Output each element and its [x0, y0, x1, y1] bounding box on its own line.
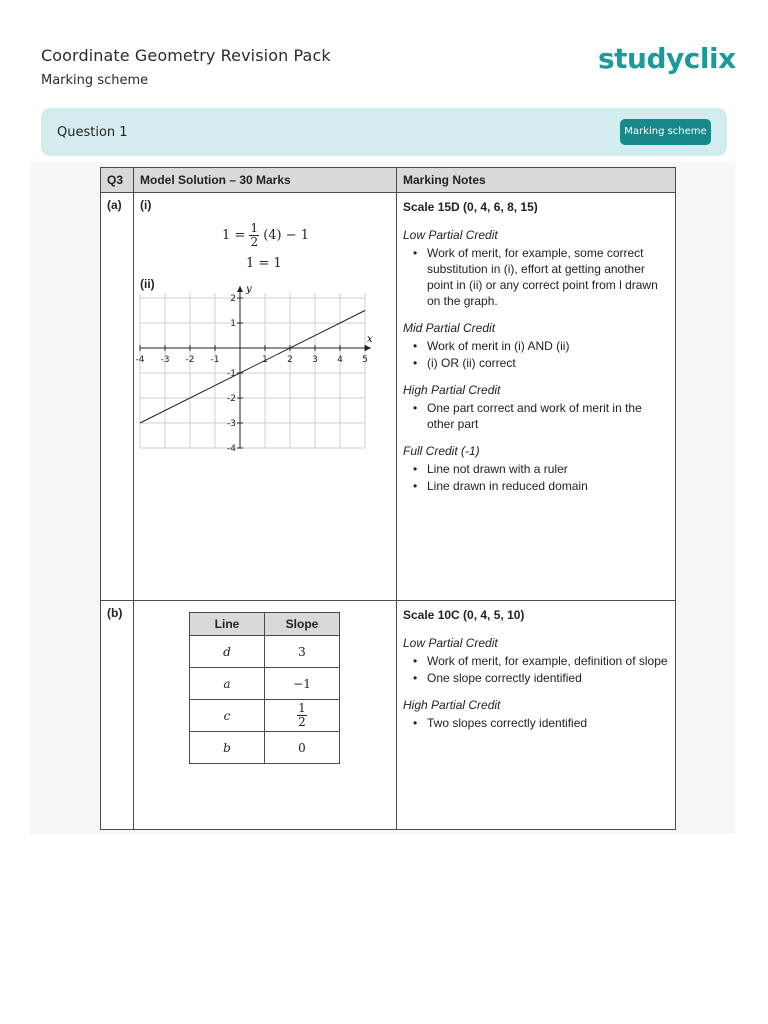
table-row-part-a	[101, 193, 676, 601]
studyclix-logo[interactable]: studyclix	[598, 42, 736, 75]
part-a-label: (a)	[101, 193, 134, 601]
y-tick-label: -2	[227, 394, 236, 404]
graph-series	[140, 311, 365, 424]
header-q: Q3	[101, 168, 134, 193]
slope-fraction	[297, 702, 307, 729]
slope-header-slope: Slope	[265, 613, 340, 636]
x-tick-label: 5	[362, 355, 368, 365]
marking-scheme-table	[100, 167, 676, 830]
eq-frac-den: 2	[250, 235, 259, 249]
part-b-solution	[134, 601, 397, 830]
table-header-row	[101, 168, 676, 193]
y-tick-label: -3	[227, 419, 236, 429]
part-a-full-heading: Full Credit (-1)	[403, 444, 480, 458]
graph-grid	[140, 293, 365, 448]
sub-ii-label: (ii)	[140, 277, 155, 291]
slope-value-cell: 0	[265, 732, 340, 764]
part-b-label: (b)	[101, 601, 134, 830]
equation-1	[140, 218, 390, 256]
part-a-mid-heading: Mid Partial Credit	[403, 321, 496, 335]
equation-2: 1 = 1	[246, 256, 282, 271]
eq-rhs: (4) − 1	[263, 228, 310, 243]
series-line-l	[140, 311, 365, 424]
slope-line-cell: d	[190, 636, 265, 668]
y-tick-label: 2	[230, 294, 236, 304]
list-item: • Work of merit, for example, definition of slope	[403, 653, 669, 669]
list-item: • One slope correctly identified	[403, 670, 669, 686]
table-row	[190, 636, 340, 668]
list-item: • Two slopes correctly identified	[403, 715, 669, 731]
x-tick-label: 4	[337, 355, 343, 365]
list-item: • Line not drawn with a ruler	[403, 461, 669, 477]
marking-scheme-button[interactable]: Marking scheme	[620, 119, 711, 145]
part-b-low-list	[403, 653, 669, 686]
part-a-high-heading: High Partial Credit	[403, 383, 501, 397]
slope-table-header	[190, 613, 340, 636]
question-label: Question 1	[57, 125, 128, 140]
x-tick-label: -3	[160, 355, 170, 365]
x-tick-label: -1	[210, 355, 220, 365]
sub-i-label: (i)	[140, 198, 152, 212]
part-b-high-heading: High Partial Credit	[403, 698, 501, 712]
x-axis-arrow	[365, 345, 371, 351]
eq-fraction	[249, 222, 259, 249]
y-tick-label: 1	[230, 319, 236, 329]
part-a-scale: Scale 15D (0, 4, 6, 8, 15)	[403, 200, 538, 214]
x-tick-label: 3	[312, 355, 318, 365]
x-tick-label: 2	[287, 355, 293, 365]
y-tick-label: -4	[227, 444, 236, 454]
part-a-low-heading: Low Partial Credit	[403, 228, 498, 242]
slope-value-cell: −1	[265, 668, 340, 700]
slope-frac-num: 1	[298, 701, 306, 715]
part-a-notes	[397, 193, 676, 601]
graph-tick-labels	[136, 294, 368, 454]
x-tick-label: -4	[135, 355, 145, 365]
slope-header-line: Line	[190, 613, 265, 636]
header-marking-notes: Marking Notes	[397, 168, 676, 193]
part-a-high-list	[403, 400, 669, 432]
y-axis-label: y	[246, 284, 252, 295]
part-b-notes	[397, 601, 676, 830]
x-axis-label: x	[367, 334, 373, 345]
part-a-solution	[134, 193, 397, 601]
part-b-high-list	[403, 715, 669, 731]
table-row	[190, 668, 340, 700]
slope-line-cell: a	[190, 668, 265, 700]
list-item: • Line drawn in reduced domain	[403, 478, 669, 494]
x-tick-label: 1	[262, 355, 268, 365]
part-a-low-list	[403, 245, 669, 309]
table-row-part-b	[101, 601, 676, 830]
list-item: • Work of merit in (i) AND (ii)	[403, 338, 669, 354]
slope-line-cell: c	[190, 700, 265, 732]
document-subtitle: Marking scheme	[41, 73, 149, 88]
list-item: • (i) OR (ii) correct	[403, 355, 669, 371]
list-item: • One part correct and work of merit in the other part	[403, 400, 669, 432]
slope-table	[189, 612, 340, 764]
slope-value-cell: 3	[265, 636, 340, 668]
slope-frac-den: 2	[298, 715, 306, 729]
header-model-solution: Model Solution – 30 Marks	[134, 168, 397, 193]
table-row	[190, 732, 340, 764]
part-b-scale: Scale 10C (0, 4, 5, 10)	[403, 608, 525, 622]
document-title: Coordinate Geometry Revision Pack	[41, 46, 331, 65]
part-a-mid-list	[403, 338, 669, 371]
table-row	[190, 700, 340, 732]
slope-line-cell: b	[190, 732, 265, 764]
question-bar	[41, 108, 727, 156]
y-tick-label: -1	[227, 369, 236, 379]
x-tick-label: -2	[185, 355, 195, 365]
part-a-full-list	[403, 461, 669, 494]
list-item: • Work of merit, for example, some correct substitution in (i), effort at getting another point in (ii) or any correct point from l drawn on the graph.	[403, 245, 669, 309]
eq-frac-num: 1	[250, 221, 259, 235]
part-b-low-heading: Low Partial Credit	[403, 636, 498, 650]
graph-axes	[140, 286, 371, 448]
slope-value-cell	[265, 700, 340, 732]
eq-lhs: 1 =	[222, 228, 246, 243]
